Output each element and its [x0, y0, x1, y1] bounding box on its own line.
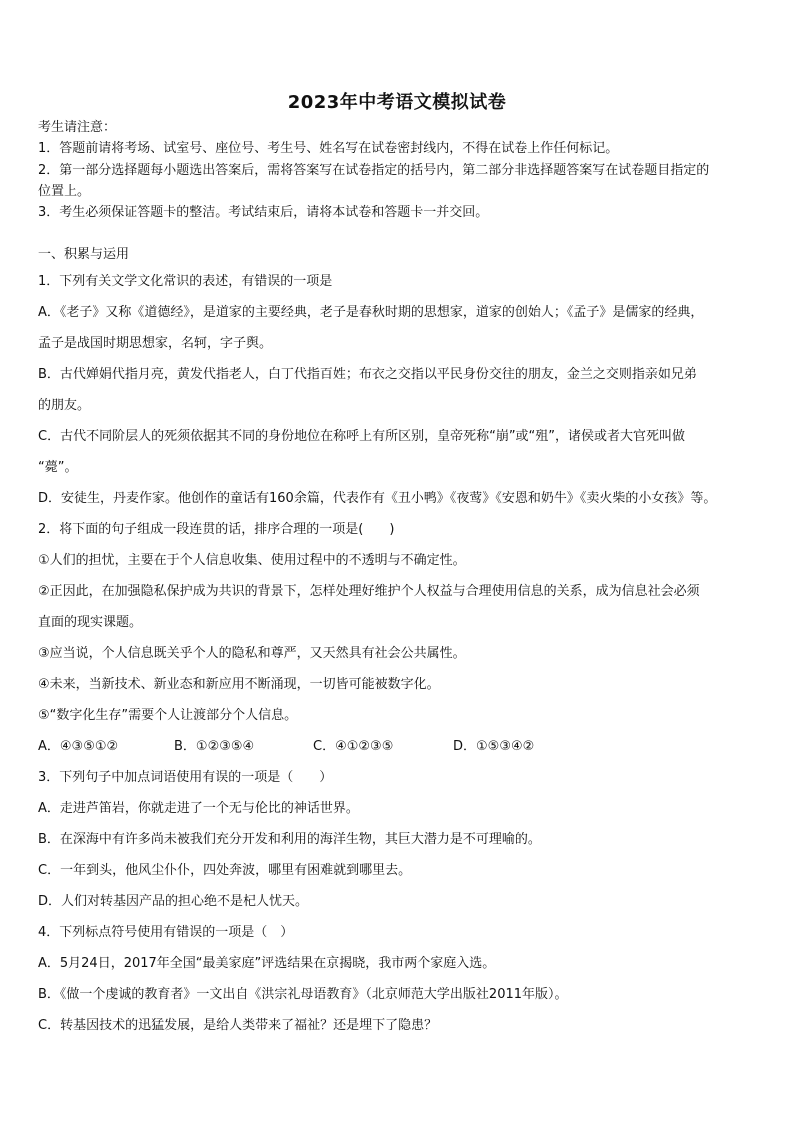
q2-option-b: B．①②③⑤④	[174, 739, 255, 754]
exam-title: 2023年中考语文模拟试卷	[287, 92, 507, 113]
q2-stem: 2．将下面的句子组成一段连贯的话，排序合理的一项是( )	[38, 522, 395, 537]
q4-option-c: C．转基因技术的迅猛发展，是给人类带来了福祉？还是埋下了隐患？	[38, 1018, 438, 1033]
q1-option-a-cont: 孟子是战国时期思想家，名轲，字子舆。	[38, 336, 273, 351]
q3-option-b: B．在深海中有许多尚未被我们充分开发和利用的海洋生物，其巨大潜力是不可理喻的。	[38, 832, 541, 847]
q2-sentence-3: ③应当说，个人信息既关乎个人的隐私和尊严，又天然具有社会公共属性。	[38, 646, 466, 661]
notice-item-2: 2．第一部分选择题每小题选出答案后，需将答案写在试卷指定的括号内，第二部分非选择题答案写在试卷题目指定的	[38, 163, 710, 178]
q2-option-c: C．④①②③⑤	[313, 739, 394, 754]
q4-option-b: B．《做一个虔诚的教育者》一文出自《洪宗礼母语教育》（北京师范大学出版社2011年版）。	[38, 987, 568, 1002]
q1-option-d: D．安徒生，丹麦作家。他创作的童话有160余篇，代表作有《丑小鸭》《夜莺》《安恩和奶牛》《卖火柴的小女孩》等。	[38, 491, 717, 506]
q1-option-b: B．古代婵娟代指月亮，黄发代指老人，白丁代指百姓；布衣之交指以平民身份交往的朋友，金兰之交则指亲如兄弟	[38, 367, 697, 382]
q4-stem: 4．下列标点符号使用有错误的一项是（ ）	[38, 925, 294, 940]
q3-option-d: D．人们对转基因产品的担心绝不是杞人忧天。	[38, 894, 309, 909]
section-heading: 一、积累与运用	[38, 247, 130, 262]
q2-sentence-5: ⑤“数字化生存”需要个人让渡部分个人信息。	[38, 708, 298, 723]
q2-sentence-4: ④未来，当新技术、新业态和新应用不断涌现，一切皆可能被数字化。	[38, 677, 440, 692]
q2-option-d: D．①⑤③④②	[453, 739, 535, 754]
q1-option-a: A．《老子》又称《道德经》，是道家的主要经典，老子是春秋时期的思想家，道家的创始人；《孟子》是儒家的经典，	[38, 305, 704, 320]
q1-option-c: C．古代不同阶层人的死须依据其不同的身份地位在称呼上有所区别，皇帝死称“崩”或“殂”，诸侯或者大官死叫做	[38, 429, 686, 444]
q2-sentence-1: ①人们的担忧，主要在于个人信息收集、使用过程中的不透明与不确定性。	[38, 553, 466, 568]
notice-item-2-cont: 位置上。	[38, 184, 91, 199]
notice-heading: 考生请注意：	[38, 120, 117, 135]
q3-option-a: A．走进芦笛岩，你就走进了一个无与伦比的神话世界。	[38, 801, 359, 816]
q4-option-a: A．5月24日，2017年全国“最美家庭”评选结果在京揭晓，我市两个家庭入选。	[38, 956, 496, 971]
q3-stem: 3．下列句子中加点词语使用有误的一项是（ ）	[38, 770, 333, 785]
q2-sentence-2: ②正因此，在加强隐私保护成为共识的背景下，怎样处理好维护个人权益与合理使用信息的关系，成为信息社会必须	[38, 584, 700, 599]
q1-stem: 1．下列有关文学文化常识的表述，有错误的一项是	[38, 274, 333, 289]
q2-options	[38, 739, 534, 755]
notice-item-3: 3．考生必须保证答题卡的整洁。考试结束后，请将本试卷和答题卡一并交回。	[38, 205, 489, 220]
q1-option-c-cont: “薨”。	[38, 460, 78, 475]
q2-option-a: A．④③⑤①②	[38, 739, 119, 754]
q3-option-c: C．一年到头，他风尘仆仆，四处奔波，哪里有困难就到哪里去。	[38, 863, 412, 878]
q2-sentence-2-cont: 直面的现实课题。	[38, 615, 143, 630]
q1-option-b-cont: 的朋友。	[38, 398, 91, 413]
notice-item-1: 1．答题前请将考场、试室号、座位号、考生号、姓名写在试卷密封线内，不得在试卷上作任何标记。	[38, 141, 619, 156]
